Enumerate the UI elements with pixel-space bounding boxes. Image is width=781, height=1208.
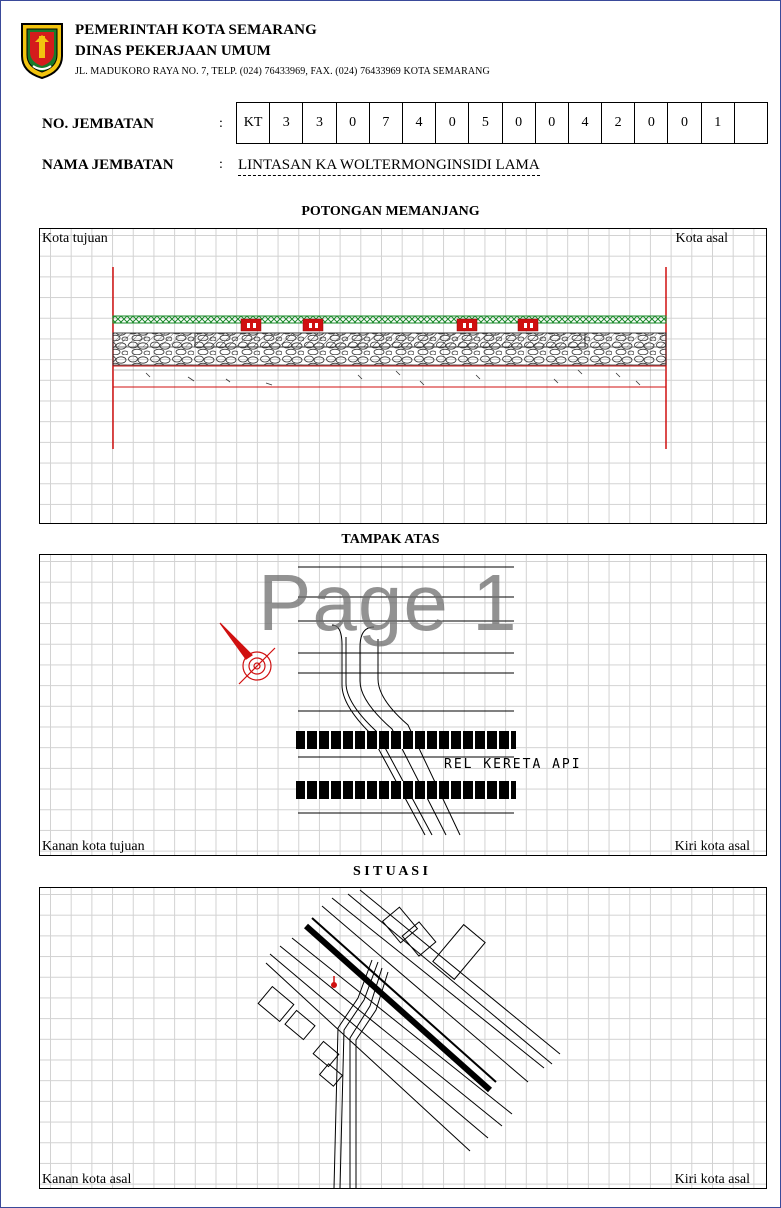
panel-label-left: Kota tujuan bbox=[42, 231, 108, 246]
header-address: JL. MADUKORO RAYA NO. 7, TELP. (024) 76433969, FAX. (024) 76433969 KOTA SEMARANG bbox=[75, 66, 490, 77]
long-section-panel bbox=[39, 228, 767, 524]
bridge-number-cell: 1 bbox=[702, 103, 735, 143]
situasi-panel bbox=[39, 887, 767, 1189]
panel-label-left: Kanan kota tujuan bbox=[42, 839, 145, 854]
bridge-number-cell: 4 bbox=[569, 103, 602, 143]
bridge-number-cell: 2 bbox=[602, 103, 635, 143]
header-agency: PEMERINTAH KOTA SEMARANG bbox=[75, 22, 317, 38]
bridge-number-cell bbox=[735, 103, 767, 143]
bridge-number-cell: 0 bbox=[635, 103, 668, 143]
rail-label: REL KERETA API bbox=[444, 757, 582, 772]
bridge-number-cell: 0 bbox=[337, 103, 370, 143]
section-title-top-view: TAMPAK ATAS bbox=[341, 532, 440, 547]
bridge-number-cell: 3 bbox=[303, 103, 336, 143]
colon: : bbox=[219, 116, 223, 131]
section-title-situasi: S I T U A S I bbox=[353, 864, 428, 879]
bridge-number-cell: 3 bbox=[270, 103, 303, 143]
bridge-number-label: NO. JEMBATAN bbox=[42, 116, 154, 132]
bridge-name-label: NAMA JEMBATAN bbox=[42, 157, 174, 173]
bridge-number-cell: 0 bbox=[536, 103, 569, 143]
panel-label-right: Kiri kota asal bbox=[674, 1172, 750, 1187]
bridge-number-boxes bbox=[236, 102, 768, 144]
bridge-number-cell: 5 bbox=[469, 103, 502, 143]
section-title-long: POTONGAN MEMANJANG bbox=[301, 204, 480, 219]
colon: : bbox=[219, 157, 223, 172]
bridge-number-cell: 0 bbox=[436, 103, 469, 143]
bridge-name: LINTASAN KA WOLTERMONGINSIDI LAMA bbox=[238, 157, 540, 176]
panel-label-right: Kiri kota asal bbox=[674, 839, 750, 854]
bridge-number-cell: KT bbox=[237, 103, 270, 143]
location-marker-icon bbox=[332, 976, 337, 988]
city-emblem-icon bbox=[18, 22, 66, 80]
page-watermark: Page 1 bbox=[258, 558, 518, 647]
bridge-number-cell: 0 bbox=[668, 103, 701, 143]
bridge-number-cell: 4 bbox=[403, 103, 436, 143]
panel-label-left: Kanan kota asal bbox=[42, 1172, 132, 1187]
bridge-number-cell: 0 bbox=[503, 103, 536, 143]
long-section-drawing bbox=[40, 229, 766, 523]
panel-label-right: Kota asal bbox=[675, 231, 728, 246]
header-department: DINAS PEKERJAAN UMUM bbox=[75, 43, 271, 59]
situasi-drawing bbox=[40, 888, 766, 1188]
top-view-panel bbox=[39, 554, 767, 856]
bridge-number-cell: 7 bbox=[370, 103, 403, 143]
